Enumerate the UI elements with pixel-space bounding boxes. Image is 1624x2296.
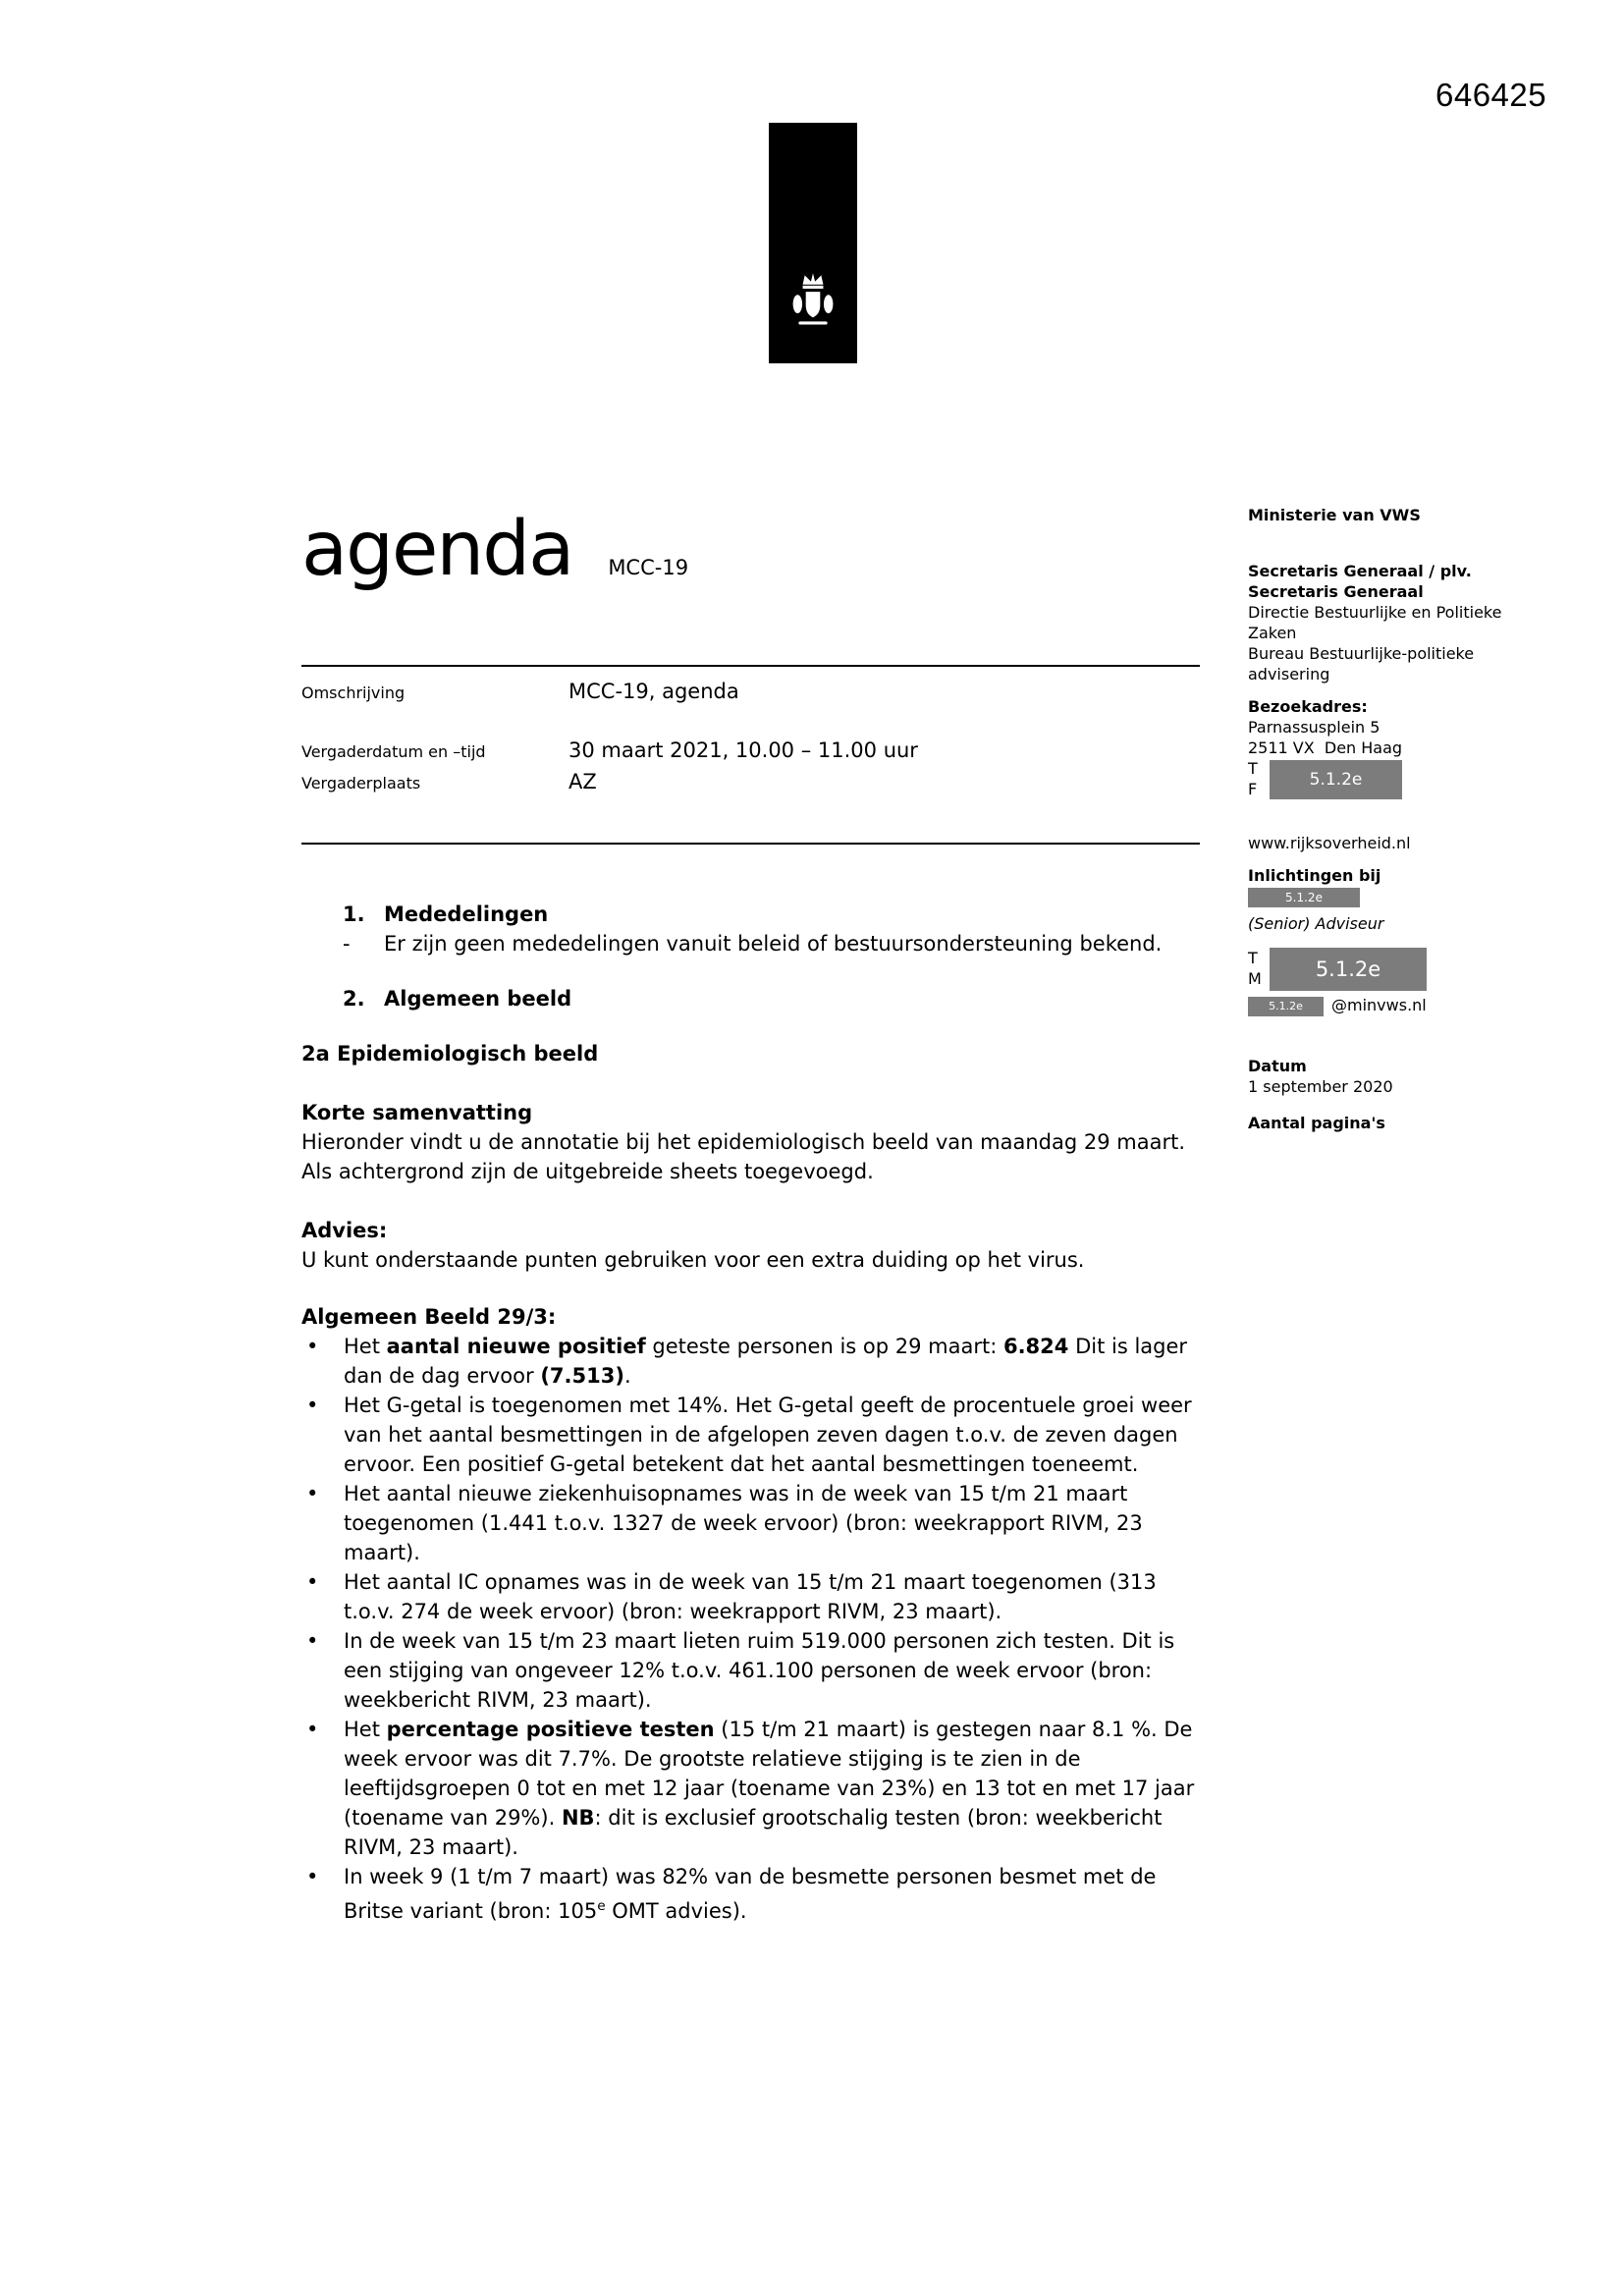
agenda-item xyxy=(301,900,1200,929)
datum-label: Datum xyxy=(1248,1056,1307,1075)
page-subtitle: MCC-19 xyxy=(608,556,689,579)
contact-letter-m: M xyxy=(1248,969,1262,988)
rijksoverheid-logo xyxy=(769,123,857,363)
contact-letters xyxy=(1248,948,1270,989)
redacted-text-box: 5.1.2e xyxy=(1248,997,1324,1016)
meta-label: Vergaderplaats xyxy=(301,774,421,793)
korte-samenvatting-heading: Korte samenvatting xyxy=(301,1101,533,1124)
bullet-marker: • xyxy=(306,1718,319,1741)
bullet-text: Het percentage positieve testen (15 t/m 21 maart) is gestegen naar 8.1 %. De week ervoor was dit 7.7%. De grootste relatieve stijging is te zien in de leeftijdsgroepen 0 tot en met 12 jaar (toename van 23%) en 13 tot en met 17 jaar (toename van 29%). NB: dit is exclusief grootschalig testen (bron: weekbericht RIVM, 23 maart). xyxy=(344,1718,1195,1859)
phone-block xyxy=(1248,758,1587,799)
bullet-text: Het aantal nieuwe ziekenhuisopnames was in de week van 15 t/m 21 maart toegenomen (1.441 t.o.v. 1327 de week ervoor) (bron: weekrapport RIVM, 23 maart). xyxy=(344,1482,1143,1564)
address-line: 2511 VX Den Haag xyxy=(1248,738,1403,757)
ministry-name: Ministerie van VWS xyxy=(1248,506,1421,524)
meta-value: AZ xyxy=(568,770,597,793)
bullet-item xyxy=(301,1567,1200,1626)
bullet-item xyxy=(301,1862,1200,1926)
agenda-item-number: 1. xyxy=(343,902,365,926)
agenda-item-title: Mededelingen xyxy=(384,902,549,926)
page-title: agenda xyxy=(301,506,573,593)
agenda-list xyxy=(301,900,1200,1013)
meta-row xyxy=(301,767,1200,798)
org-line: Directie Bestuurlijke en Politieke xyxy=(1248,603,1502,622)
bullet-marker: • xyxy=(306,1865,319,1888)
dutch-coat-of-arms-icon xyxy=(790,270,836,332)
pages-label: Aantal pagina's xyxy=(1248,1113,1385,1132)
document-number: 646425 xyxy=(1435,77,1547,113)
phone-letters xyxy=(1248,758,1270,799)
bezoekadres-label: Bezoekadres: xyxy=(1248,697,1368,716)
bullet-marker: • xyxy=(306,1629,319,1653)
agenda-sub-marker: - xyxy=(343,932,351,956)
redacted-text-box: 5.1.2e xyxy=(1270,948,1427,991)
address-line: Parnassusplein 5 xyxy=(1248,718,1380,737)
website-text: www.rijksoverheid.nl xyxy=(1248,834,1411,852)
agenda-item xyxy=(301,984,1200,1013)
korte-samenvatting-text: Hieronder vindt u de annotatie bij het epidemiologisch beeld van maandag 29 maart. Als achtergrond zijn de uitgebreide sheets toegevoegd. xyxy=(301,1130,1185,1183)
redacted-text-box: 5.1.2e xyxy=(1270,760,1402,799)
bullet-marker: • xyxy=(306,1482,319,1505)
redacted-text-box: 5.1.2e xyxy=(1248,888,1360,907)
org-line-bold: Secretaris Generaal / plv. xyxy=(1248,562,1472,580)
bullet-marker: • xyxy=(306,1570,319,1594)
advies-heading: Advies: xyxy=(301,1219,388,1242)
org-line-bold: Secretaris Generaal xyxy=(1248,582,1424,601)
bullet-text: In de week van 15 t/m 23 maart lieten ruim 519.000 personen zich testen. Dit is een stijging van ongeveer 12% t.o.v. 461.100 personen de week ervoor (bron: weekbericht RIVM, 23 maart). xyxy=(344,1629,1175,1712)
agenda-sub-text: Er zijn geen mededelingen vanuit beleid of bestuursondersteuning bekend. xyxy=(384,932,1163,956)
bullet-text: Het aantal nieuwe positief geteste personen is op 29 maart: 6.824 Dit is lager dan de dag ervoor (7.513). xyxy=(344,1335,1188,1388)
datum-value: 1 september 2020 xyxy=(1248,1076,1393,1096)
bullet-item xyxy=(301,1715,1200,1862)
agenda-sub-item xyxy=(301,929,1200,958)
main-content xyxy=(301,506,1200,1926)
bullet-item xyxy=(301,1626,1200,1715)
email-domain: @minvws.nl xyxy=(1331,996,1427,1014)
bullet-text: Het G-getal is toegenomen met 14%. Het G-getal geeft de procentuele groei weer van het aantal besmettingen in de afgelopen zeven dagen t.o.v. de zeven dagen ervoor. Een positief G-getal betekent dat het aantal besmettingen toeneemt. xyxy=(344,1394,1192,1476)
agenda-item-title: Algemeen beeld xyxy=(384,987,572,1011)
sidebar xyxy=(1248,505,1587,1133)
algemeen-beeld-heading: Algemeen Beeld 29/3: xyxy=(301,1305,557,1329)
meta-value: MCC-19, agenda xyxy=(568,680,739,703)
meeting-meta-table xyxy=(301,665,1200,845)
bullet-text: In week 9 (1 t/m 7 maart) was 82% van de besmette personen besmet met de Britse variant (bron: 105e OMT advies). xyxy=(344,1865,1157,1923)
org-line: Zaken xyxy=(1248,624,1297,642)
section-heading-epidemiologisch: 2a Epidemiologisch beeld xyxy=(301,1042,599,1066)
meta-value: 30 maart 2021, 10.00 – 11.00 uur xyxy=(568,738,918,762)
bullet-item xyxy=(301,1391,1200,1479)
bullet-list xyxy=(301,1332,1200,1926)
bullet-marker: • xyxy=(306,1335,319,1358)
adviseur-title: (Senior) Adviseur xyxy=(1248,914,1384,933)
contact-block xyxy=(1248,948,1587,991)
meta-label: Omschrijving xyxy=(301,683,406,702)
meta-row xyxy=(301,736,1200,767)
bullet-text: Het aantal IC opnames was in de week van 15 t/m 21 maart toegenomen (313 t.o.v. 274 de week ervoor) (bron: weekrapport RIVM, 23 maart). xyxy=(344,1570,1157,1623)
meta-label: Vergaderdatum en –tijd xyxy=(301,742,486,761)
bullet-marker: • xyxy=(306,1394,319,1417)
meta-row xyxy=(301,677,1200,708)
org-line: Bureau Bestuurlijke-politieke xyxy=(1248,644,1475,663)
org-block xyxy=(1248,561,1587,684)
title-row xyxy=(301,506,1200,593)
contact-letter-t: T xyxy=(1248,949,1258,967)
bullet-item xyxy=(301,1479,1200,1567)
org-line: advisering xyxy=(1248,665,1330,683)
bullet-item xyxy=(301,1332,1200,1391)
phone-letter-f: F xyxy=(1248,780,1258,798)
email-line xyxy=(1248,995,1587,1016)
advies-text: U kunt onderstaande punten gebruiken voor een extra duiding op het virus. xyxy=(301,1248,1085,1272)
phone-letter-t: T xyxy=(1248,759,1258,778)
agenda-item-number: 2. xyxy=(343,987,365,1011)
inlichtingen-label: Inlichtingen bij xyxy=(1248,866,1381,885)
